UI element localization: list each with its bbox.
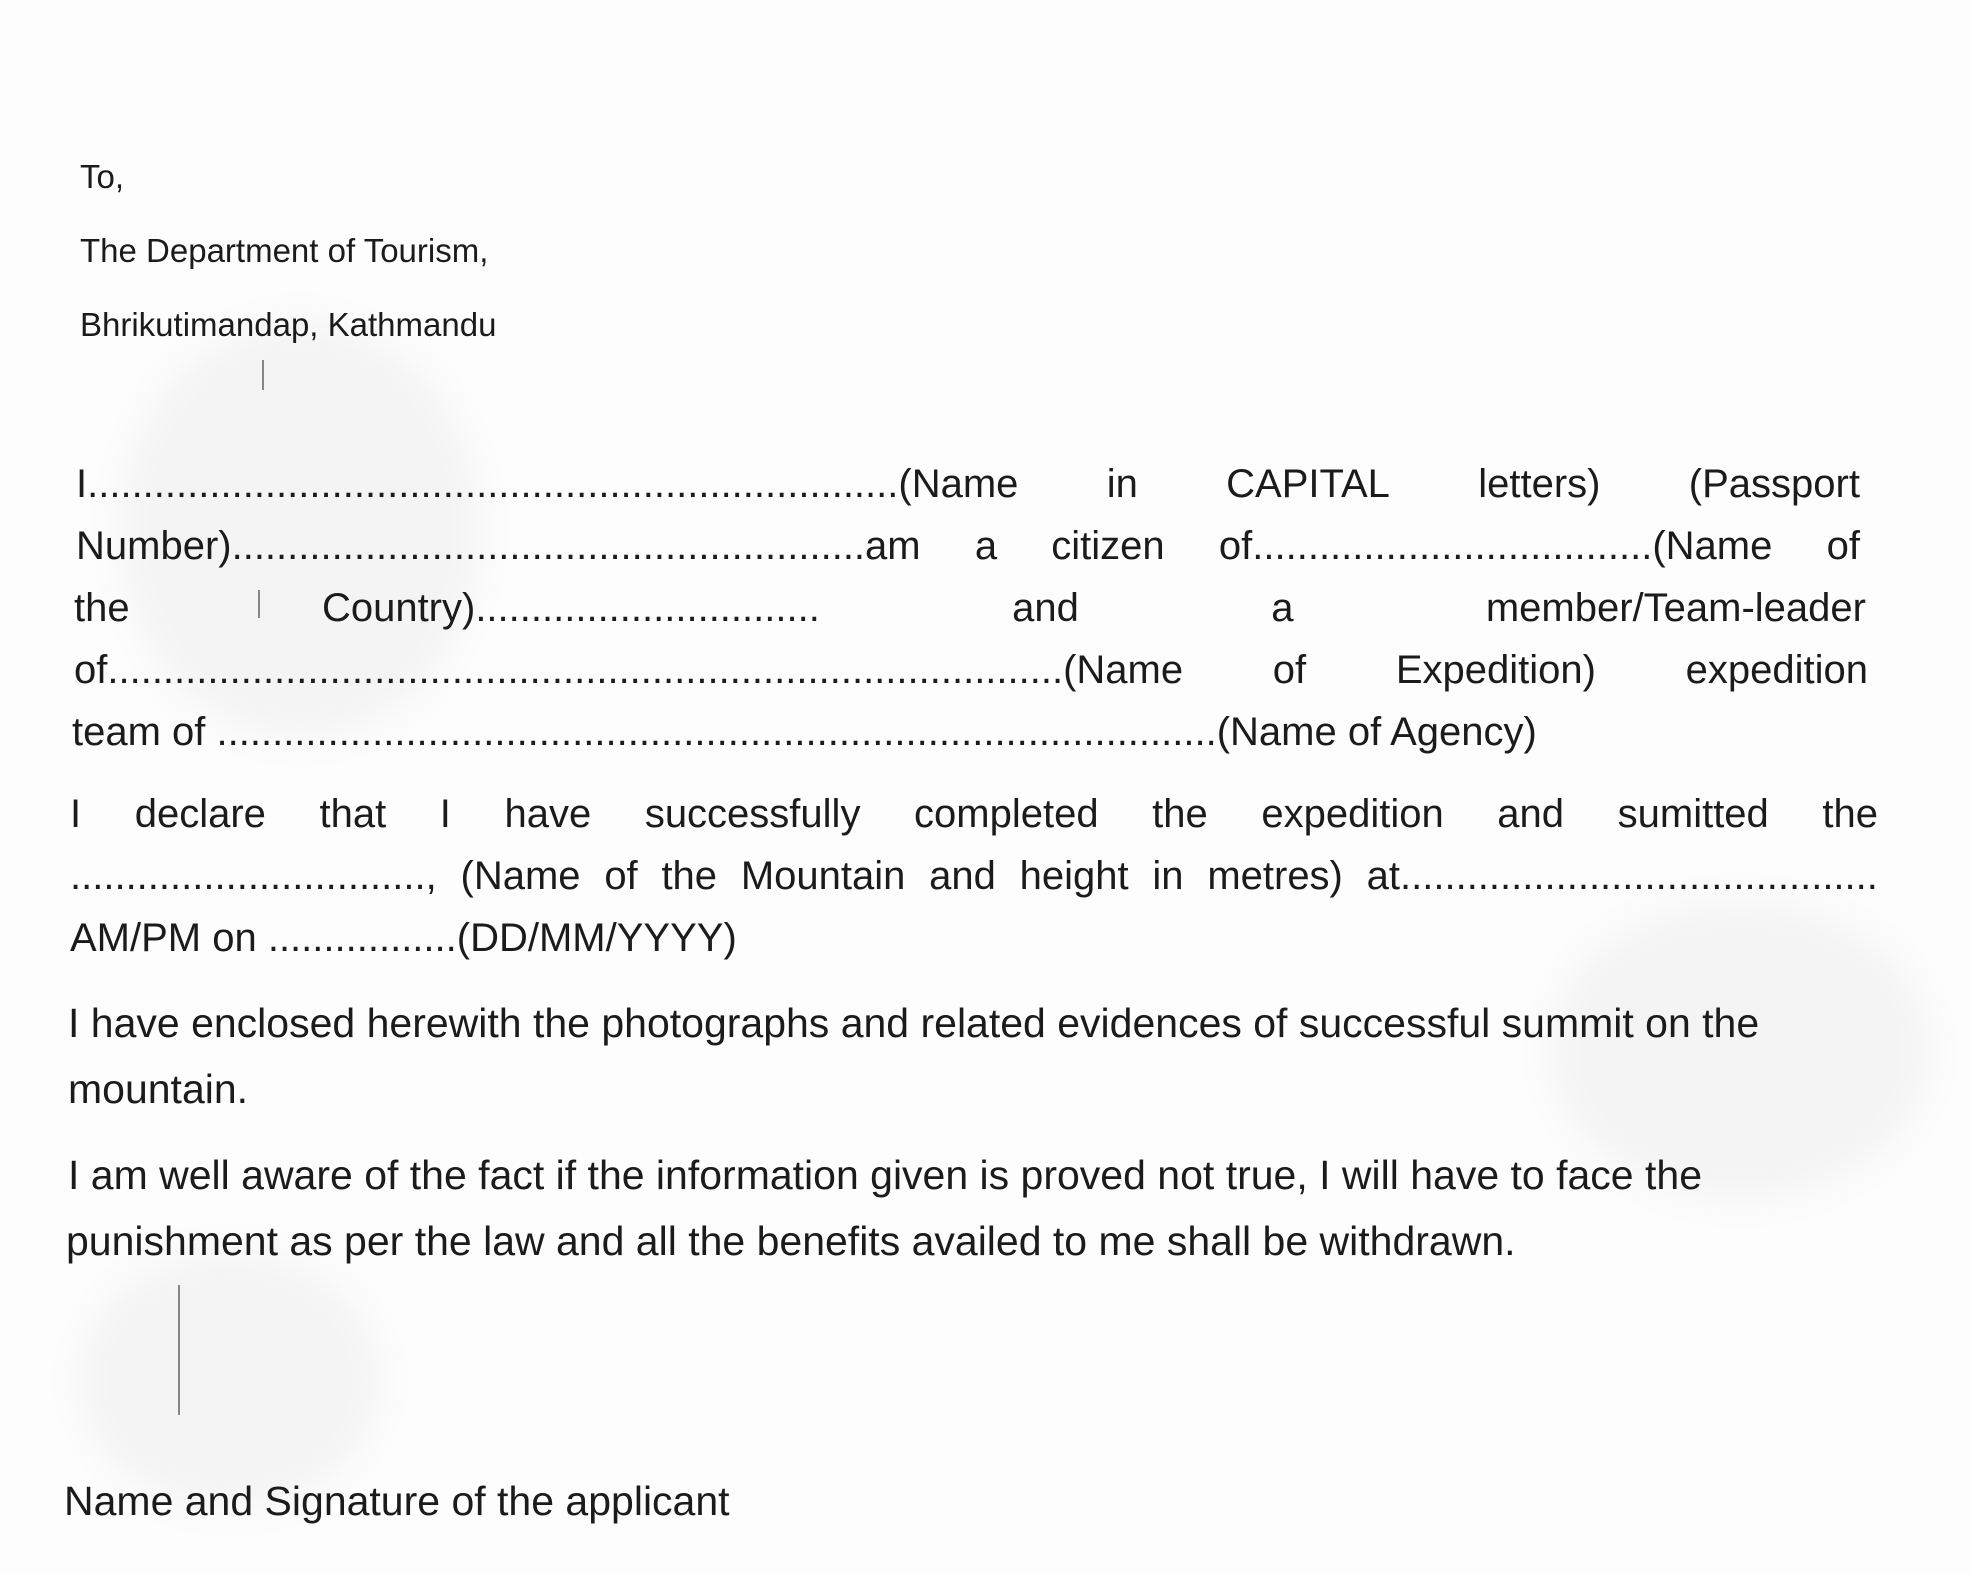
declaration-word: of [604, 854, 638, 898]
form-row-2 [76, 524, 1860, 569]
form-word: of [1272, 648, 1307, 692]
form-word: a [974, 524, 998, 568]
form-word: Country)............................... [321, 586, 820, 630]
declaration-word: and [929, 854, 996, 898]
form-row-3 [74, 586, 1866, 631]
form-row-5: team of ..........................................................................................(Name of Agency) [72, 710, 1537, 754]
form-word: a [1271, 586, 1294, 630]
form-word: Number).........................................................am [76, 524, 921, 568]
declaration-word: and [1497, 792, 1565, 836]
form-word: of [1826, 524, 1860, 568]
declaration-word: the [661, 854, 718, 898]
form-word: expedition [1685, 648, 1868, 692]
form-word: in [1106, 462, 1138, 506]
awareness-line-1: I am well aware of the fact if the information given is proved not true, I will have to face the [68, 1152, 1702, 1198]
declaration-word: the [1822, 792, 1878, 836]
declaration-row-3: AM/PM on .................(DD/MM/YYYY) [70, 916, 737, 960]
declaration-word: at........................................... [1366, 854, 1878, 898]
form-word: of....................................(Name [1218, 524, 1773, 568]
declaration-word: expedition [1261, 792, 1444, 836]
enclosure-line-1: I have enclosed herewith the photographs and related evidences of successful summit on the [68, 1000, 1760, 1046]
form-word: member/Team-leader [1485, 586, 1866, 630]
form-row-1 [76, 462, 1860, 507]
declaration-word: sumitted [1617, 792, 1769, 836]
declaration-word: I [439, 792, 451, 836]
form-row-4 [74, 648, 1868, 693]
declaration-word: in [1152, 854, 1184, 898]
scan-mark [178, 1285, 180, 1415]
declaration-word: that [319, 792, 387, 836]
scan-smudge [80, 1250, 380, 1510]
declaration-row-1 [70, 792, 1878, 837]
signature-label: Name and Signature of the applicant [64, 1478, 730, 1524]
declaration-word: Mountain [740, 854, 906, 898]
address-to: To, [80, 158, 125, 195]
form-word: CAPITAL [1226, 462, 1390, 506]
form-word: citizen [1051, 524, 1165, 568]
declaration-word: the [1152, 792, 1208, 836]
awareness-line-2: punishment as per the law and all the benefits availed to me shall be withdrawn. [66, 1218, 1516, 1264]
form-word: and [1012, 586, 1079, 630]
form-word: Expedition) [1395, 648, 1596, 692]
declaration-word: ................................, [70, 854, 437, 898]
form-word: the [74, 586, 130, 630]
address-location: Bhrikutimandap, Kathmandu [80, 306, 497, 343]
declaration-word: (Name [460, 854, 581, 898]
scan-mark [262, 360, 264, 390]
declaration-word: declare [134, 792, 266, 836]
declaration-word: completed [914, 792, 1099, 836]
declaration-word: have [504, 792, 592, 836]
form-word: (Passport [1688, 462, 1860, 506]
address-department: The Department of Tourism, [80, 232, 489, 269]
declaration-row-2 [70, 854, 1878, 899]
form-word: I.........................................................................(Name [76, 462, 1019, 506]
form-word: of......................................................................................(Name [74, 648, 1184, 692]
enclosure-line-2: mountain. [68, 1066, 249, 1112]
declaration-word: I [70, 792, 82, 836]
declaration-word: metres) [1207, 854, 1343, 898]
declaration-word: height [1019, 854, 1129, 898]
form-word: letters) [1478, 462, 1601, 506]
declaration-word: successfully [644, 792, 861, 836]
